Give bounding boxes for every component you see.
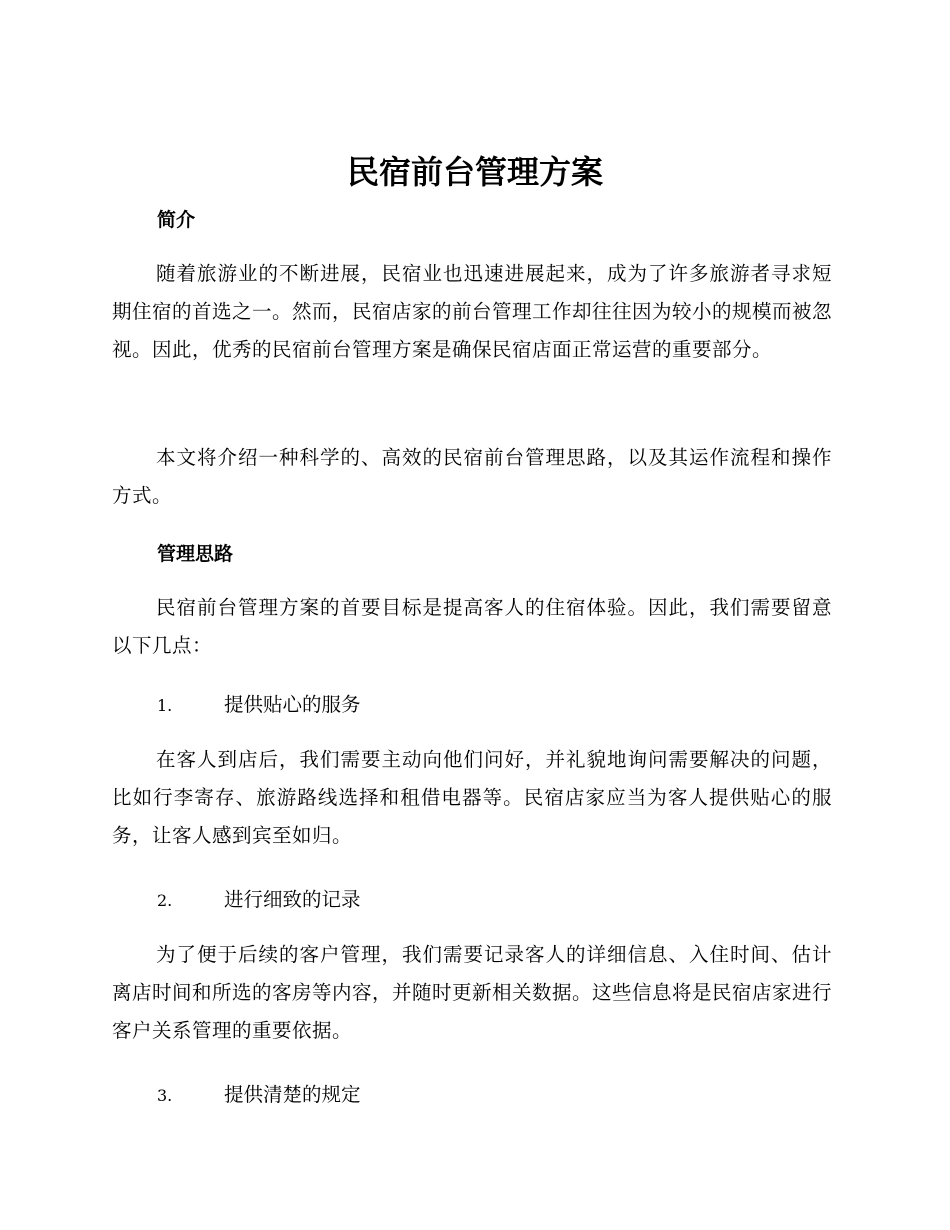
list-number: 2. bbox=[157, 891, 173, 910]
list-item-1 bbox=[157, 690, 837, 721]
list-item-title: 提供清楚的规定 bbox=[224, 1083, 361, 1106]
page-title: 民宿前台管理方案 bbox=[346, 153, 603, 191]
list-item-title: 提供贴心的服务 bbox=[224, 693, 361, 716]
list-item-2-paragraph: 为了便于后续的客户管理，我们需要记录客人的详细信息、入住时间、估计离店时间和所选的客房等内容，并随时更新相关数据。这些信息将是民宿店家进行客户关系管理的重要依据。 bbox=[112, 943, 833, 1042]
list-item-2 bbox=[157, 885, 837, 916]
intro-paragraph-2: 本文将介绍一种科学的、高效的民宿前台管理思路，以及其运作流程和操作方式。 bbox=[112, 446, 832, 507]
list-item-1-paragraph: 在客人到店后，我们需要主动向他们问好，并礼貌地询问需要解决的问题，比如行李寄存、旅游路线选择和租借电器等。民宿店家应当为客人提供贴心的服务，让客人感到宾至如归。 bbox=[112, 748, 832, 847]
list-number: 3. bbox=[157, 1086, 173, 1105]
list-item-title: 进行细致的记录 bbox=[224, 888, 361, 911]
list-item-3 bbox=[157, 1080, 837, 1111]
intro-paragraph-1: 随着旅游业的不断进展，民宿业也迅速进展起来，成为了许多旅游者寻求短期住宿的首选之一。然而，民宿店家的前台管理工作却往往因为较小的规模而被忽视。因此，优秀的民宿前台管理方案是确保民宿店面正常运营的重要部分。 bbox=[112, 262, 833, 361]
list-number: 1. bbox=[157, 696, 173, 715]
approach-intro-paragraph: 民宿前台管理方案的首要目标是提高客人的住宿体验。因此，我们需要留意以下几点： bbox=[112, 596, 832, 657]
section-heading-intro: 简介 bbox=[157, 209, 196, 231]
section-heading-approach: 管理思路 bbox=[157, 543, 234, 565]
